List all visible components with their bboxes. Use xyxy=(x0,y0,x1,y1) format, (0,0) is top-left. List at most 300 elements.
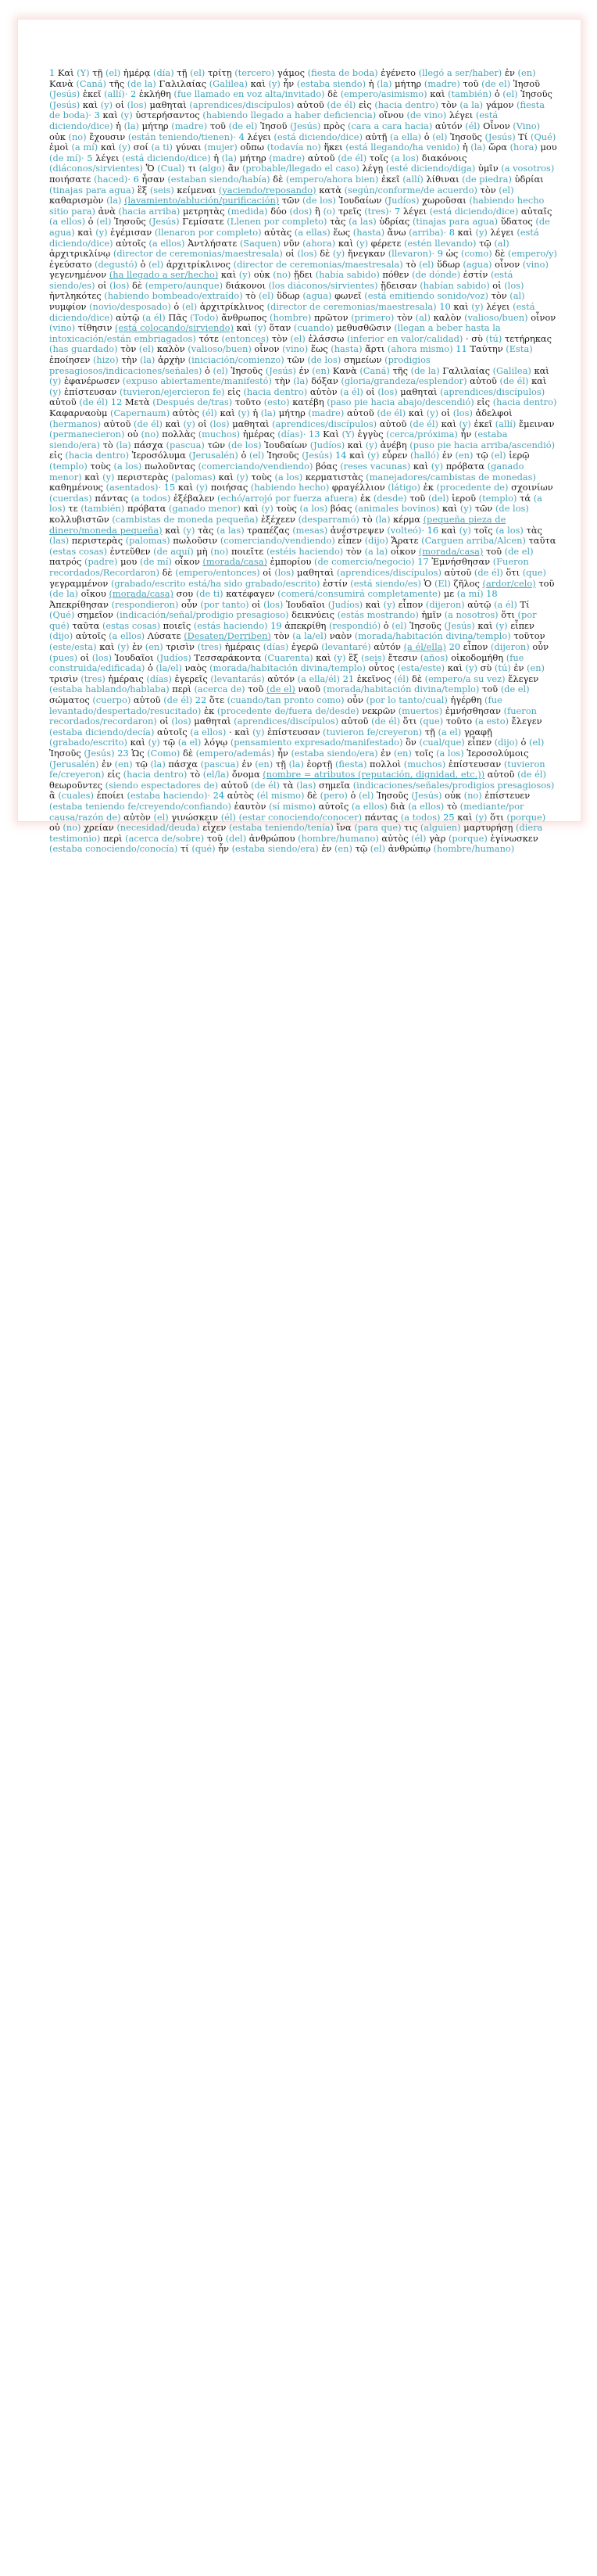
greek-word: σημείων xyxy=(343,354,382,366)
spanish-gloss: (de él) xyxy=(517,769,546,780)
greek-word: μαθηταὶ xyxy=(194,716,231,727)
spanish-gloss: (valioso/buen) xyxy=(188,343,252,355)
greek-word: τὰς xyxy=(330,216,346,228)
greek-word: οὐκ xyxy=(49,131,66,142)
spanish-gloss: (a el) xyxy=(438,726,462,737)
spanish-gloss: (de él) xyxy=(327,99,356,110)
greek-word: τοὺς xyxy=(276,503,297,515)
spanish-gloss: (el) xyxy=(153,811,169,823)
spanish-gloss: (vino) xyxy=(522,258,549,270)
greek-word: αὐτοῦ xyxy=(487,769,515,780)
spanish-gloss: (hizo) xyxy=(92,354,119,366)
greek-word: ἐστίν xyxy=(463,269,488,281)
spanish-gloss: (medida) xyxy=(227,205,268,217)
spanish-gloss: (director de ceremonias/maestresala) xyxy=(113,248,283,260)
greek-word: Ἰησοῦς xyxy=(376,790,409,802)
greek-word: καὶ xyxy=(477,619,493,631)
spanish-gloss: (del) xyxy=(427,492,449,504)
spanish-gloss: (los diáconos/sirvientes) xyxy=(268,279,378,291)
spanish-gloss: (y) xyxy=(471,301,484,313)
spanish-gloss: (en) xyxy=(145,641,163,653)
greek-word: ἐκεῖ xyxy=(381,173,400,185)
greek-word: λέγει xyxy=(490,226,514,238)
spanish-gloss: (a la) xyxy=(364,545,388,557)
spanish-gloss: (en) xyxy=(114,758,133,770)
spanish-gloss: (pero) xyxy=(320,790,348,802)
spanish-gloss: (Caná) xyxy=(359,364,390,376)
greek-word: καὶ xyxy=(457,811,473,823)
greek-word: αὐτοῦ xyxy=(103,418,131,429)
greek-word: πρῶτον xyxy=(314,311,349,323)
greek-word: πωλοῦντας xyxy=(144,460,195,472)
spanish-gloss: (permanecieron) xyxy=(49,429,125,440)
spanish-gloss: (primero) xyxy=(351,311,395,323)
greek-word: εὗρεν xyxy=(382,450,408,461)
spanish-gloss: (el) xyxy=(105,67,121,78)
spanish-gloss: (del) xyxy=(225,832,247,844)
spanish-gloss: (probable/llegado el caso) xyxy=(241,163,359,174)
spanish-gloss: (a él) xyxy=(340,386,363,397)
greek-word: τραπέζας xyxy=(247,524,290,536)
greek-word: καὶ xyxy=(408,407,424,418)
greek-word: ἀδελφοὶ xyxy=(475,407,513,418)
spanish-gloss: (a ti) xyxy=(151,142,173,153)
spanish-gloss: (a los) xyxy=(49,492,542,515)
spanish-gloss: (está siendo/es) xyxy=(350,577,421,589)
greek-word: ὅτι xyxy=(490,811,504,823)
spanish-gloss: (fue construida/edificada) xyxy=(49,651,524,674)
spanish-gloss: (Cual) xyxy=(157,163,185,174)
greek-word: ἠντληκότες xyxy=(49,290,102,302)
greek-word: τὸ xyxy=(189,769,201,780)
greek-word: καὶ xyxy=(234,726,250,737)
verse-number: 4 xyxy=(238,131,245,142)
greek-word: ἐν xyxy=(513,662,524,674)
spanish-gloss: (de él) xyxy=(163,694,193,706)
spanish-gloss: (director de ceremonias/maestresala) xyxy=(266,301,437,313)
greek-word: ἄνθρωπος xyxy=(221,311,267,323)
spanish-gloss: (seis) xyxy=(149,184,174,196)
greek-word: καὶ xyxy=(177,482,194,493)
spanish-gloss: (está diciendo/dice) xyxy=(273,131,363,142)
spanish-gloss: (de el) xyxy=(266,683,295,695)
greek-word: εἰς xyxy=(49,450,63,461)
greek-word: τὰς xyxy=(526,524,542,536)
greek-word: αὐτόν xyxy=(267,673,295,684)
spanish-gloss: (por lo tanto/cual) xyxy=(366,694,448,706)
greek-word: τρισὶν xyxy=(49,673,78,684)
greek-word: καὶ xyxy=(534,364,549,376)
spanish-gloss: (los) xyxy=(209,418,230,429)
greek-word: τῷ xyxy=(135,758,148,770)
spanish-gloss: (templo) xyxy=(49,460,88,472)
greek-word: Ὅ xyxy=(145,163,155,174)
spanish-gloss: (estás mostrando) xyxy=(337,609,419,621)
greek-word: τοῦ xyxy=(248,683,264,695)
greek-word: Ἰησοῦς xyxy=(231,364,263,376)
spanish-gloss: (valioso/buen) xyxy=(464,311,528,323)
greek-word: τῆς xyxy=(109,77,125,89)
spanish-gloss: (llenaron por completo) xyxy=(154,226,262,238)
greek-word: ὅτι xyxy=(402,716,417,727)
spanish-gloss: (a los) xyxy=(113,460,142,472)
spanish-gloss: (estás haciendo) xyxy=(193,619,268,631)
spanish-gloss: (hombre/humano) xyxy=(433,843,515,855)
greek-word: τὸν xyxy=(120,343,137,355)
spanish-gloss: (está diciendo/dice) xyxy=(429,205,519,217)
spanish-gloss: (comerciando/vendiendo) xyxy=(198,460,313,472)
spanish-gloss: (empero/además) xyxy=(195,748,275,759)
greek-word: ἀνέβη xyxy=(380,439,407,450)
spanish-gloss: (Galilea) xyxy=(209,77,248,89)
greek-word: τὸν xyxy=(271,332,288,344)
spanish-gloss: (y) xyxy=(465,662,477,674)
greek-word: γεγενημένον xyxy=(49,269,107,281)
spanish-gloss: (seis) xyxy=(361,651,386,663)
greek-word: ἐν xyxy=(101,758,113,770)
spanish-gloss: (iniciación/comienzo) xyxy=(188,354,284,366)
spanish-gloss: (lavamiento/ablución/purificación) xyxy=(124,195,280,206)
spanish-gloss: (todavía no) xyxy=(266,142,321,153)
greek-word: αὐτόν xyxy=(434,120,463,131)
greek-word: γάμος xyxy=(277,67,306,78)
spanish-gloss: (habían sabido) xyxy=(420,279,490,291)
spanish-gloss: (el) xyxy=(370,843,386,855)
greek-word: τῷ xyxy=(355,843,368,855)
spanish-gloss: (tú) xyxy=(494,662,511,674)
spanish-gloss: (de piedra) xyxy=(462,173,512,185)
spanish-gloss: (pues) xyxy=(49,651,78,663)
spanish-gloss: (estaba conociendo/conocía) xyxy=(49,843,178,855)
greek-word: Ἰησοῦ xyxy=(260,120,288,131)
spanish-gloss: (había sabido) xyxy=(315,269,380,281)
greek-word: ναὸς xyxy=(184,662,207,674)
greek-word: καὶ xyxy=(447,662,463,674)
greek-word: ᾔδει xyxy=(294,269,313,281)
spanish-gloss: (y) xyxy=(183,524,195,536)
spanish-gloss: (la) xyxy=(377,77,392,89)
greek-word: πάσχα xyxy=(168,758,198,770)
spanish-gloss: (y) xyxy=(252,726,265,737)
greek-word: ἐπίστευσαν xyxy=(63,386,117,397)
spanish-gloss: (el) xyxy=(359,790,374,802)
greek-word: ἐφανέρωσεν xyxy=(63,375,120,387)
greek-word: καὶ xyxy=(82,99,98,110)
greek-word: εἰς xyxy=(227,386,241,397)
spanish-gloss: (desde) xyxy=(373,492,407,504)
greek-word: αὐτοῦ xyxy=(341,716,369,727)
spanish-gloss: (de los) xyxy=(227,439,262,450)
greek-word: δὲ xyxy=(162,566,173,578)
spanish-gloss: (hacia arriba) xyxy=(118,205,181,217)
greek-word: χωροῦσαι xyxy=(422,195,467,206)
greek-word: φραγέλλιον xyxy=(331,482,385,493)
verse-number: 11 xyxy=(456,343,467,355)
spanish-gloss: (y) xyxy=(475,226,488,238)
greek-word: ἐγένετο xyxy=(381,67,416,78)
spanish-gloss: (cara a cara hacia) xyxy=(347,120,433,131)
greek-word: ὁ xyxy=(147,662,153,674)
greek-word: ἕως xyxy=(310,343,328,355)
spanish-gloss: (hombre) xyxy=(270,311,312,323)
greek-word: δὲ xyxy=(132,279,143,291)
greek-word: τῷ xyxy=(479,237,492,249)
spanish-gloss: (y) xyxy=(459,503,473,515)
spanish-gloss: (procedente de/fuera de/desde) xyxy=(216,705,359,716)
spanish-gloss: (y) xyxy=(118,142,131,153)
greek-word: ὁ xyxy=(424,131,430,142)
spanish-gloss: (a ellos) xyxy=(190,726,227,737)
spanish-gloss: (Jesús) xyxy=(84,748,115,759)
spanish-gloss: (muchos) xyxy=(403,758,446,770)
greek-word: με xyxy=(443,588,455,600)
greek-word: τὴν xyxy=(274,375,291,387)
spanish-gloss: (el) xyxy=(391,619,407,631)
greek-word: καὶ xyxy=(77,226,93,238)
spanish-gloss: (a los) xyxy=(436,748,464,759)
spanish-gloss: (y) xyxy=(332,248,345,260)
greek-word: Ἰησοῦς xyxy=(114,216,146,228)
spanish-gloss: (a él/ella) xyxy=(403,641,446,653)
greek-word: ἦν xyxy=(460,429,472,440)
spanish-gloss: (novio/desposado) xyxy=(89,301,171,313)
greek-word: μετρητὰς xyxy=(183,205,225,217)
greek-word: Μετὰ xyxy=(125,396,150,408)
spanish-gloss: (y) xyxy=(254,322,266,334)
greek-word: τρισὶν xyxy=(166,641,195,653)
spanish-gloss: (y) xyxy=(49,386,62,397)
greek-word: εἶχεν xyxy=(202,822,227,834)
greek-word: σοί xyxy=(133,142,148,153)
spanish-gloss: (indicaciones/señales/prodigios presagiosos) xyxy=(352,779,555,791)
spanish-gloss: (y) xyxy=(268,77,281,89)
greek-word: αὐτοῦ xyxy=(379,418,407,429)
greek-word: ὕδωρ xyxy=(436,258,460,270)
greek-word: εἶπεν xyxy=(467,737,492,748)
greek-word: Ἰουδαίων xyxy=(338,195,382,206)
greek-word: ἐν xyxy=(504,67,515,78)
verse-number: 7 xyxy=(394,205,401,217)
greek-word: τῇ xyxy=(275,758,286,770)
greek-word: καὶ xyxy=(220,269,237,281)
greek-word: γὰρ xyxy=(429,832,446,844)
spanish-gloss: (el) xyxy=(529,737,545,748)
greek-word: καὶ xyxy=(457,226,473,238)
greek-word: δὲ xyxy=(273,173,284,185)
spanish-gloss: (está diciendo/dice) xyxy=(122,152,211,163)
greek-word: καὶ xyxy=(338,237,354,249)
greek-word: καὶ xyxy=(316,651,331,663)
greek-word: ἀνέστρεψεν xyxy=(330,524,384,536)
spanish-gloss: (el) xyxy=(290,332,306,344)
spanish-gloss: (diáconos/sirvientes) xyxy=(49,163,143,174)
spanish-gloss: (expuso abiertamente/manifestó) xyxy=(122,375,272,387)
greek-word: Τεσσαράκοντα xyxy=(194,651,262,663)
spanish-gloss: (morada/casa) xyxy=(418,545,484,557)
spanish-gloss: (está diciendo/dice) xyxy=(49,109,499,131)
greek-word: τῇ xyxy=(177,67,188,78)
spanish-gloss: (y) xyxy=(261,503,273,515)
spanish-gloss: (de aquí) xyxy=(153,545,194,557)
greek-word: ἦσαν xyxy=(141,173,165,185)
greek-word: Ἰουδαίων xyxy=(264,439,308,450)
greek-word: οἶκον xyxy=(174,556,200,568)
greek-word: αὐτῇ xyxy=(365,131,388,142)
spanish-gloss: (esta/este) xyxy=(397,662,445,674)
spanish-gloss: (Qué) xyxy=(531,131,556,142)
greek-word: Πᾶς xyxy=(168,311,188,323)
spanish-gloss: (dijeron) xyxy=(425,598,465,610)
greek-word: οἴκου xyxy=(80,588,106,600)
spanish-gloss: (Jesús) xyxy=(302,450,333,461)
spanish-gloss: (Como) xyxy=(147,748,181,759)
spanish-gloss: (está diciendo/dice) xyxy=(49,301,535,323)
greek-word: Ἰησοῦς xyxy=(520,88,552,100)
greek-word: οὗτος xyxy=(368,662,395,674)
spanish-gloss: (el) xyxy=(96,216,112,228)
spanish-gloss: (acerca de) xyxy=(194,683,245,695)
greek-word: ὁ xyxy=(383,619,389,631)
spanish-gloss: (de los) xyxy=(495,503,529,515)
greek-word: Ἰησοῦς xyxy=(450,131,482,142)
greek-word: καθημένους xyxy=(49,482,103,493)
spanish-gloss: (que) xyxy=(419,716,444,727)
spanish-gloss: (el/la) xyxy=(202,769,230,780)
spanish-gloss: (asentados)· xyxy=(105,482,162,493)
greek-word: σχοινίων xyxy=(511,482,553,493)
spanish-gloss: (el) xyxy=(190,67,206,78)
spanish-gloss: (el) xyxy=(502,88,518,100)
greek-word: ἦν xyxy=(283,77,295,89)
spanish-gloss: (y) xyxy=(495,619,508,631)
greek-word: δὲ xyxy=(495,248,506,260)
greek-word: Ἄρατε xyxy=(391,535,419,547)
greek-word: οἱ xyxy=(441,407,451,418)
spanish-gloss: (está colocando/sirviendo) xyxy=(115,322,234,334)
greek-word: καὶ xyxy=(430,88,445,100)
greek-word: ὁ xyxy=(140,258,146,270)
spanish-gloss: (de mí) xyxy=(139,556,172,568)
greek-word: τὸν xyxy=(273,630,290,642)
spanish-gloss: (comerá/consumirá completamente) xyxy=(277,588,441,600)
verse-number: 9 xyxy=(437,248,443,260)
greek-word: δὲ xyxy=(182,748,193,759)
greek-word: αὐταῖς xyxy=(520,205,552,217)
greek-word: τι xyxy=(188,163,196,174)
spanish-gloss: (aprendices/discípulos) xyxy=(272,418,377,429)
greek-word: καὶ xyxy=(236,322,252,334)
spanish-gloss: (de la) xyxy=(49,588,78,600)
spanish-gloss: (él mismo) xyxy=(256,790,305,802)
spanish-gloss: (levantaré) xyxy=(321,641,371,653)
greek-word: ἐλάσσω xyxy=(308,332,345,344)
spanish-gloss: (Jesús) xyxy=(265,364,296,376)
greek-word: καὶ xyxy=(441,524,457,536)
greek-word: δὲ xyxy=(327,88,338,100)
spanish-gloss: (Judíos) xyxy=(309,439,345,450)
spanish-gloss: (inferior en valor/calidad) xyxy=(346,332,463,344)
greek-word: καὶ xyxy=(441,418,456,429)
spanish-gloss: (estaba siendo/era) xyxy=(291,748,378,759)
greek-word: δεικνύεις xyxy=(291,609,335,621)
spanish-gloss: (prodigios presagiosos/indicaciones/señales) xyxy=(49,354,431,376)
verse-number: 3 xyxy=(94,109,100,121)
spanish-gloss: (haced)· xyxy=(93,173,130,185)
verse-number: 10 xyxy=(439,301,451,313)
greek-word: ἐν xyxy=(132,641,143,653)
greek-word: Κανὰ xyxy=(49,77,73,89)
spanish-gloss: (ganado menor) xyxy=(168,503,241,515)
greek-word: καὶ xyxy=(102,109,118,121)
spanish-gloss: (nombre = atributos (reputación, dignidad, etc.)) xyxy=(263,769,485,780)
greek-word: Ἰουδαῖοι xyxy=(286,598,326,610)
spanish-gloss: (Todo) xyxy=(189,311,219,323)
greek-word: φέρετε xyxy=(370,237,402,249)
greek-word: τά xyxy=(520,492,531,504)
greek-word: πάσχα xyxy=(134,439,163,450)
spanish-gloss: (a ella/él) xyxy=(297,673,340,684)
spanish-gloss: (a los) xyxy=(299,503,328,515)
greek-word: τε xyxy=(68,503,78,515)
spanish-gloss: (los) xyxy=(263,598,284,610)
greek-word: ἡμέρᾳ xyxy=(123,67,151,78)
greek-word: ἵνα xyxy=(336,822,352,834)
spanish-gloss: (de los) xyxy=(307,354,341,366)
greek-word: τοῦ xyxy=(463,77,479,89)
spanish-gloss: (de él) xyxy=(377,407,406,418)
spanish-gloss: (pensamiento expresado/manifestado) xyxy=(230,737,403,748)
spanish-gloss: (respondieron) xyxy=(111,598,179,610)
spanish-gloss: (para que) xyxy=(354,822,402,834)
spanish-gloss: (y) xyxy=(183,418,195,429)
spanish-gloss: (estaba hablando/hablaba) xyxy=(49,683,170,695)
greek-word: ᾔδεισαν xyxy=(381,279,417,291)
spanish-gloss: (mujer) xyxy=(204,142,238,153)
spanish-gloss: (el) xyxy=(181,301,198,313)
spanish-gloss: (tinajas para agua) xyxy=(49,184,135,196)
spanish-gloss: (madre) xyxy=(269,152,306,163)
greek-word: ὁ xyxy=(520,737,527,748)
greek-word: οἶνον xyxy=(495,258,520,270)
greek-word: πάντας xyxy=(364,811,399,823)
spanish-gloss: (Esta) xyxy=(506,343,533,355)
spanish-gloss: (los) xyxy=(297,248,317,260)
greek-word: λέγει xyxy=(449,109,474,121)
spanish-gloss: (de mí)· xyxy=(49,152,84,163)
spanish-gloss: (echó/arrojó por fuerza afuera) xyxy=(217,492,358,504)
spanish-gloss: (de dónde) xyxy=(412,269,461,281)
greek-word: τοῖς xyxy=(474,524,493,536)
spanish-gloss: (no) xyxy=(63,822,81,834)
spanish-gloss: (en) xyxy=(255,758,273,770)
greek-word: αὐτοῦ xyxy=(307,152,335,163)
spanish-gloss: (cuales) xyxy=(58,790,94,802)
greek-word: μήτηρ xyxy=(239,152,266,163)
spanish-gloss: (a él) xyxy=(494,598,517,610)
greek-word: κέρμα xyxy=(393,513,420,525)
greek-word: καὶ xyxy=(130,737,145,748)
greek-word: τῷ xyxy=(163,737,176,748)
spanish-gloss: (empero/asimismo) xyxy=(340,88,427,100)
greek-word: ὅταν xyxy=(269,322,291,334)
greek-word: Καφαρναοὺμ xyxy=(49,407,108,418)
greek-word: εἶπεν xyxy=(338,535,363,547)
spanish-gloss: (él) xyxy=(394,673,409,684)
greek-word: ποιήσας xyxy=(210,482,248,493)
spanish-gloss: (Jesús) xyxy=(411,790,442,802)
spanish-gloss: (hacia dentro) xyxy=(123,769,188,780)
greek-word: οὔπω xyxy=(240,142,264,153)
